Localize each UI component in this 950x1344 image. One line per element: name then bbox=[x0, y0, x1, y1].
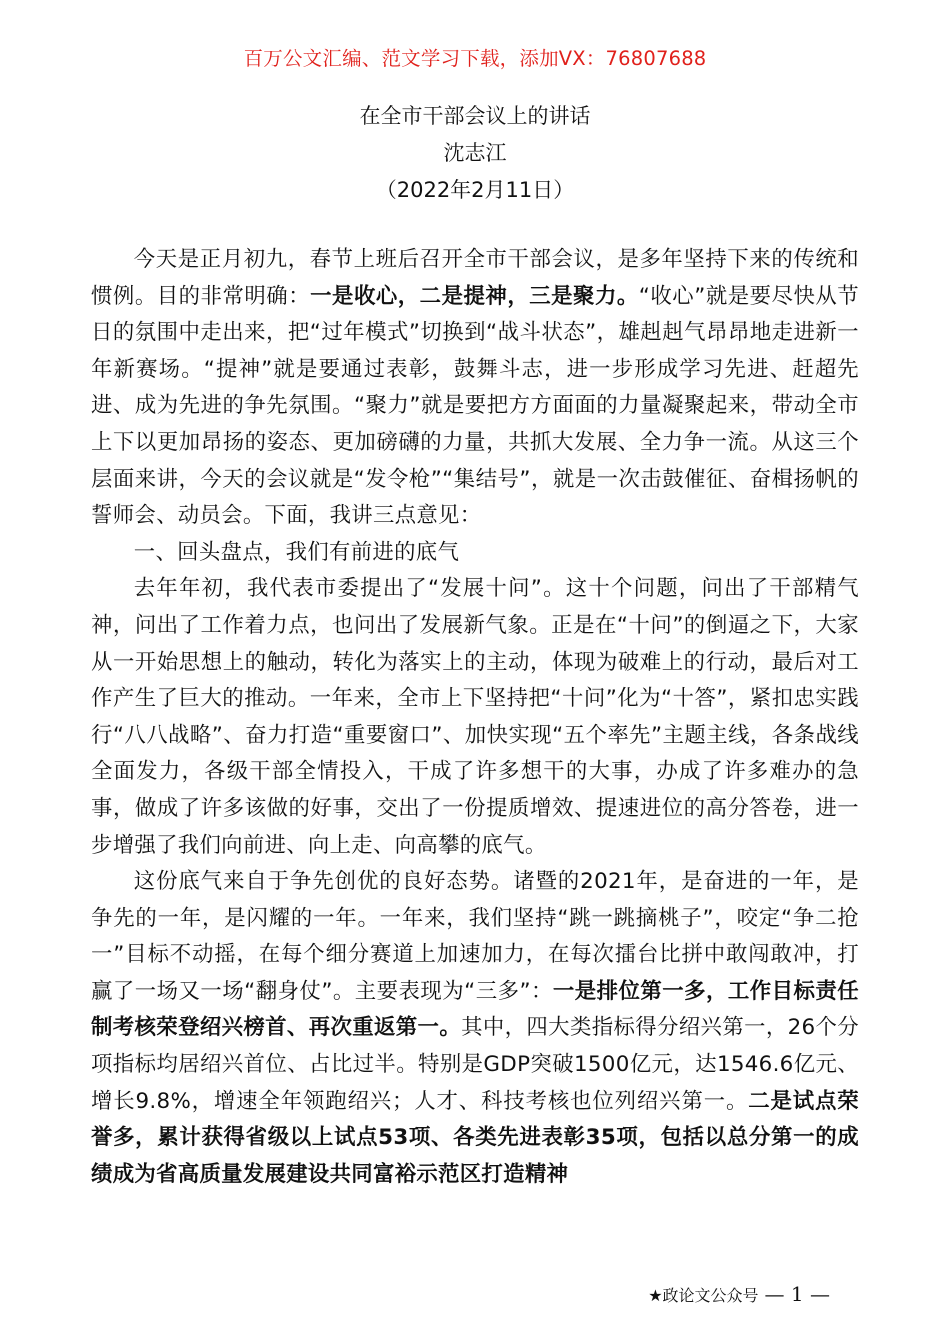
emphasis-text: 一是排位第一多，工作目标责任制考核荣登绍兴榜首、再次重返第一。 bbox=[91, 978, 860, 1041]
emphasis-text: 二是试点荣誉多，累计获得省级以上试点53项、各类先进表彰35项，包括以总分第一的成绩成为省高质量发展建设共同富裕示范区打造精神 bbox=[91, 1088, 859, 1187]
paragraph-achievements bbox=[91, 864, 859, 1193]
footer-source: ★政论文公众号 bbox=[648, 1286, 759, 1305]
document-header bbox=[0, 98, 950, 209]
document-author: 沈志江 bbox=[443, 141, 507, 165]
paragraph-text: “收心”就是要尽快从节日的氛围中走出来，把“过年模式”切换到“战斗状态”，雄赳赳气昂昂地走进新一年新赛场。“提神”就是要通过表彰，鼓舞斗志，进一步形成学习先进、赶超先进、成为先进的争先氛围。“聚力”就是要把方方面面的力量凝聚起来，带动全市上下以更加昂扬的姿态、更加磅礴的力量，共抓大发展、全力争一流。从这三个层面来讲，今天的会议就是“发令枪”“集结号”，就是一次击鼓催征、奋楫扬帆的誓师会、动员会。下面，我讲三点意见： bbox=[91, 283, 859, 529]
watermark-banner: 百万公文汇编、范文学习下载，添加VX：76807688 bbox=[243, 47, 707, 70]
paragraph-text: 其中，四大类指标得分绍兴第一，26个分项指标均居绍兴首位、占比过半。特别是GDP突破1500亿元，达1546.6亿元、增长9.8%，增速全年领跑绍兴；人才、科技考核也位列绍兴第一。 bbox=[91, 1015, 859, 1114]
page-footer bbox=[648, 1282, 830, 1308]
page-number: — 1 — bbox=[764, 1282, 830, 1306]
document-date: （2022年2月11日） bbox=[375, 178, 575, 202]
paragraph-text: 今天是正月初九，春节上班后召开全市干部会议，是多年坚持下来的传统和惯例。目的非常明确： bbox=[91, 247, 859, 309]
paragraph-intro bbox=[91, 242, 859, 535]
document-title: 在全市干部会议上的讲话 bbox=[359, 104, 591, 128]
paragraph-text: 这份底气来自于争先创优的良好态势。诸暨的2021年，是奋进的一年，是争先的一年，是闪耀的一年。一年来，我们坚持“跳一跳摘桃子”，咬定“争二抢一”目标不动摇，在每个细分赛道上加速加力，在每次擂台比拼中敢闯敢冲，打赢了一场又一场“翻身仗”。主要表现为“三多”： bbox=[91, 869, 859, 1004]
section-heading: 一、回头盘点，我们有前进的底气 bbox=[133, 539, 460, 565]
document-body bbox=[91, 242, 859, 1193]
emphasis-text: 一是收心，二是提神，三是聚力。 bbox=[310, 283, 639, 309]
paragraph-review: 去年年初，我代表市委提出了“发展十问”。这十个问题，问出了干部精气神，问出了工作着力点，也问出了发展新气象。正是在“十问”的倒逼之下，大家从一开始思想上的触动，转化为落实上的主动，体现为破难上的行动，最后对工作产生了巨大的推动。一年来，全市上下坚持把“十问”化为“十答”，紧扣忠实践行“八八战略”、奋力打造“重要窗口”、加快实现“五个率先”主题主线，各条战线全面发力，各级干部全情投入，干成了许多想干的大事，办成了许多难办的急事，做成了许多该做的好事，交出了一份提质增效、提速进位的高分答卷，进一步增强了我们向前进、向上走、向高攀的底气。 bbox=[91, 576, 859, 858]
